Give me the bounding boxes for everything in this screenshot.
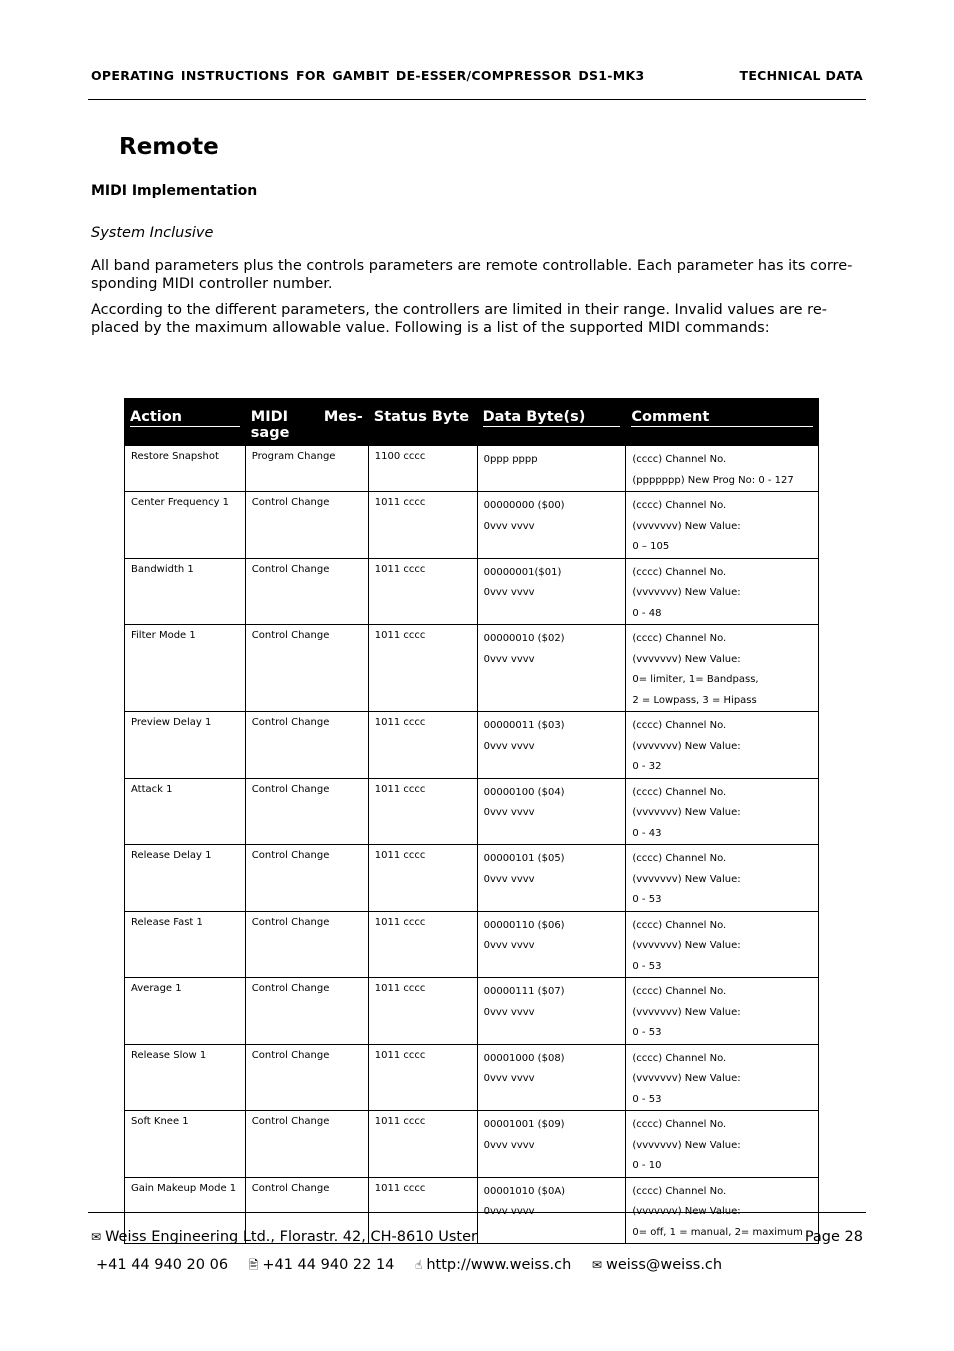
status-cell-text: 1011 cccc — [374, 783, 426, 795]
comment-cell-line: (cccc) Channel No. — [632, 786, 727, 798]
comment-cell-line: 0 - 53 — [632, 960, 662, 972]
message-cell-text: Control Change — [251, 1116, 330, 1127]
comment-cell — [626, 845, 819, 912]
phone-number: +41 44 940 20 06 — [96, 1257, 229, 1273]
data-bytes-cell-line: 0vvv vvvv — [483, 1073, 535, 1084]
table-row — [125, 778, 819, 845]
comment-cell-line: (cccc) Channel No. — [632, 919, 727, 931]
status-cell-text: 1011 cccc — [374, 1116, 426, 1127]
data-bytes-cell-line: 00001010 ($0A) — [483, 1185, 566, 1197]
comment-cell-line: (vvvvvvv) New Value: — [632, 520, 741, 532]
comment-cell — [626, 625, 819, 712]
column-header-data-bytes: Data Byte(s) — [477, 399, 626, 446]
comment-cell-line: (cccc) Channel No. — [632, 633, 727, 644]
action-cell — [125, 845, 246, 912]
status-cell-text: 1011 cccc — [374, 563, 426, 575]
footer-address-text: Weiss Engineering Ltd., Florastr. 42, CH-8610 Uster — [105, 1229, 477, 1245]
data-bytes-cell — [477, 911, 626, 978]
comment-cell-line: 0 - 48 — [632, 607, 662, 619]
comment-cell-line: 0 - 53 — [632, 1027, 662, 1038]
status-cell-text: 1011 cccc — [374, 1182, 426, 1194]
comment-cell — [626, 778, 819, 845]
table-row — [125, 446, 819, 492]
action-cell — [125, 712, 246, 779]
status-cell-text: 1100 cccc — [374, 451, 426, 462]
data-bytes-cell-line: 00000010 ($02) — [483, 633, 565, 644]
comment-cell-line: (vvvvvvv) New Value: — [632, 1206, 741, 1217]
comment-cell-line: (cccc) Channel No. — [632, 454, 727, 465]
message-cell — [245, 1044, 368, 1111]
data-bytes-cell — [477, 446, 626, 492]
comment-cell-line: 2 = Lowpass, 3 = Hipass — [632, 694, 757, 706]
status-cell — [368, 911, 477, 978]
data-bytes-cell-line: 00000101 ($05) — [483, 853, 565, 864]
table-row — [125, 558, 819, 625]
page-title: Remote — [119, 134, 219, 160]
status-cell-text: 1011 cccc — [374, 916, 426, 928]
email-icon: ✉ — [591, 1258, 602, 1272]
comment-cell-line: 0 - 53 — [632, 1093, 662, 1105]
footer-contacts — [96, 1256, 722, 1277]
data-bytes-cell — [477, 1044, 626, 1111]
message-cell — [245, 911, 368, 978]
data-bytes-cell-line: 0vvv vvvv — [483, 1006, 535, 1018]
table-header-row — [125, 399, 819, 446]
data-bytes-cell — [477, 978, 626, 1045]
italic-subheading: System Inclusive — [91, 225, 214, 241]
data-bytes-cell-line: 00000111 ($07) — [483, 986, 565, 997]
message-cell — [245, 625, 368, 712]
comment-cell-line: (vvvvvvv) New Value: — [632, 653, 741, 665]
message-cell — [245, 446, 368, 492]
message-cell — [245, 978, 368, 1045]
data-bytes-cell — [477, 625, 626, 712]
comment-cell — [626, 446, 819, 492]
status-cell — [368, 845, 477, 912]
comment-cell-line: (vvvvvvv) New Value: — [632, 1006, 741, 1018]
status-cell — [368, 978, 477, 1045]
status-cell — [368, 778, 477, 845]
column-header-comment: Comment — [626, 399, 819, 446]
footer-address — [91, 1229, 477, 1245]
comment-cell-line: (vvvvvvv) New Value: — [632, 940, 741, 951]
table-row — [125, 625, 819, 712]
status-cell-text: 1011 cccc — [374, 497, 426, 508]
action-cell — [125, 978, 246, 1045]
message-cell-text: Control Change — [251, 563, 330, 575]
data-bytes-cell-line: 00001001 ($09) — [483, 1119, 565, 1130]
table-row — [125, 845, 819, 912]
action-cell — [125, 446, 246, 492]
data-bytes-cell-line: 0vvv vvvv — [483, 1139, 535, 1151]
header-document-title: OPERATING INSTRUCTIONS FOR GAMBIT DE-ESSER/COMPRESSOR DS1-MK3 — [91, 68, 645, 83]
comment-cell-line: (cccc) Channel No. — [632, 1052, 727, 1064]
comment-cell-line: 0 - 43 — [632, 827, 662, 839]
comment-cell-line: 0 – 105 — [632, 541, 670, 552]
comment-cell-line: (ppppppp) New Prog No: 0 - 127 — [632, 474, 794, 486]
column-header-midi-message: MIDI Mes-sage — [245, 399, 368, 446]
column-header-status-byte: Status Byte — [368, 399, 477, 446]
footer-divider — [88, 1212, 866, 1213]
data-bytes-cell — [477, 558, 626, 625]
paragraph-1: All band parameters plus the controls parameters are remote controllable. Each parameter has its corre-sponding MIDI controller number. — [91, 258, 853, 292]
action-cell-text: Bandwidth 1 — [131, 563, 194, 575]
data-bytes-cell-line: 0vvv vvvv — [483, 740, 535, 752]
comment-cell — [626, 492, 819, 559]
message-cell-text: Program Change — [251, 451, 336, 462]
action-cell-text: Release Delay 1 — [131, 850, 212, 861]
message-cell — [245, 845, 368, 912]
section-subheading: MIDI Implementation — [91, 183, 258, 199]
status-cell — [368, 712, 477, 779]
status-cell-text: 1011 cccc — [374, 1049, 426, 1061]
action-cell-text: Preview Delay 1 — [131, 717, 212, 728]
data-bytes-cell-line: 0vvv vvvv — [483, 873, 535, 885]
status-cell-text: 1011 cccc — [374, 630, 426, 641]
data-bytes-cell-line: 0vvv vvvv — [483, 1206, 535, 1217]
message-cell — [245, 1111, 368, 1178]
comment-cell-line: 0= limiter, 1= Bandpass, — [632, 674, 759, 685]
data-bytes-cell — [477, 845, 626, 912]
action-cell-text: Gain Makeup Mode 1 — [131, 1182, 237, 1194]
comment-cell — [626, 712, 819, 779]
message-cell-text: Control Change — [251, 1182, 330, 1194]
table-row — [125, 911, 819, 978]
action-cell — [125, 558, 246, 625]
comment-cell-line: (cccc) Channel No. — [632, 1119, 727, 1130]
comment-cell-line: (vvvvvvv) New Value: — [632, 1139, 741, 1151]
message-cell — [245, 558, 368, 625]
message-cell — [245, 712, 368, 779]
action-cell — [125, 778, 246, 845]
message-cell-text: Control Change — [251, 983, 330, 994]
data-bytes-cell — [477, 1177, 626, 1244]
action-cell-text: Release Slow 1 — [131, 1049, 207, 1061]
fax-number: +41 44 940 22 14 — [262, 1257, 395, 1273]
data-bytes-cell-line: 0vvv vvvv — [483, 653, 535, 665]
website-link[interactable]: http://www.weiss.ch — [426, 1257, 572, 1273]
status-cell — [368, 1044, 477, 1111]
comment-cell-line: (vvvvvvv) New Value: — [632, 1073, 741, 1084]
table-row — [125, 492, 819, 559]
action-cell-text: Attack 1 — [131, 783, 173, 795]
comment-cell — [626, 558, 819, 625]
comment-cell-line: 0 - 10 — [632, 1160, 662, 1171]
comment-cell — [626, 1044, 819, 1111]
message-cell-text: Control Change — [251, 717, 330, 728]
comment-cell — [626, 1177, 819, 1244]
table-row — [125, 1044, 819, 1111]
status-cell — [368, 492, 477, 559]
comment-cell-line: (vvvvvvv) New Value: — [632, 873, 741, 885]
message-cell — [245, 778, 368, 845]
data-bytes-cell-line: 00000000 ($00) — [483, 500, 565, 511]
action-cell — [125, 1111, 246, 1178]
header-section-title: TECHNICAL DATA — [739, 68, 863, 83]
comment-cell-line: (vvvvvvv) New Value: — [632, 740, 741, 752]
message-cell-text: Control Change — [251, 630, 330, 641]
comment-cell-line: 0 - 32 — [632, 761, 662, 772]
comment-cell — [626, 911, 819, 978]
comment-cell-line: (cccc) Channel No. — [632, 853, 727, 864]
status-cell-text: 1011 cccc — [374, 717, 426, 728]
data-bytes-cell-line: 0vvv vvvv — [483, 940, 535, 951]
comment-cell — [626, 978, 819, 1045]
action-cell-text: Filter Mode 1 — [131, 630, 196, 641]
message-cell — [245, 492, 368, 559]
fax-icon: 🖹 — [248, 1258, 259, 1272]
action-cell — [125, 1044, 246, 1111]
mail-envelope-icon: ✉ — [91, 1230, 102, 1244]
action-cell — [125, 911, 246, 978]
data-bytes-cell-line: 0vvv vvvv — [483, 587, 535, 598]
comment-cell-line: (cccc) Channel No. — [632, 500, 727, 511]
status-cell — [368, 1111, 477, 1178]
comment-cell-line: (vvvvvvv) New Value: — [632, 807, 741, 818]
paragraph-2: According to the different parameters, the controllers are limited in their range. Invalid values are re-placed by the maximum allowable value. Following is a list of the supported MIDI commands: — [91, 302, 827, 336]
header-divider — [88, 99, 866, 100]
data-bytes-cell — [477, 712, 626, 779]
data-bytes-cell — [477, 778, 626, 845]
data-bytes-cell-line: 00000110 ($06) — [483, 919, 565, 931]
message-cell-text: Control Change — [251, 850, 330, 861]
data-bytes-cell-line: 00001000 ($08) — [483, 1052, 565, 1064]
comment-cell-line: (cccc) Channel No. — [632, 986, 727, 997]
status-cell — [368, 558, 477, 625]
data-bytes-cell-line: 0vvv vvvv — [483, 520, 535, 532]
action-cell-text: Restore Snapshot — [131, 451, 219, 462]
data-bytes-cell — [477, 492, 626, 559]
message-cell-text: Control Change — [251, 497, 330, 508]
status-cell — [368, 446, 477, 492]
data-bytes-cell-line: 0ppp pppp — [483, 454, 538, 465]
data-bytes-cell-line: 00000011 ($03) — [483, 720, 565, 731]
action-cell-text: Soft Knee 1 — [131, 1116, 189, 1127]
table-row — [125, 978, 819, 1045]
action-cell-text: Average 1 — [131, 983, 182, 994]
action-cell — [125, 625, 246, 712]
action-cell — [125, 492, 246, 559]
page-number: Page 28 — [804, 1229, 863, 1245]
status-cell-text: 1011 cccc — [374, 983, 426, 994]
comment-cell-line: (cccc) Channel No. — [632, 720, 727, 731]
comment-cell-line: 0= off, 1 = manual, 2= maximum — [632, 1226, 803, 1238]
column-header-action: Action — [125, 399, 246, 446]
comment-cell-line: (cccc) Channel No. — [632, 1185, 727, 1197]
action-cell-text: Release Fast 1 — [131, 916, 203, 928]
status-cell-text: 1011 cccc — [374, 850, 426, 861]
comment-cell-line: 0 - 53 — [632, 894, 662, 905]
message-cell-text: Control Change — [251, 1049, 330, 1061]
action-cell-text: Center Frequency 1 — [131, 497, 230, 508]
comment-cell — [626, 1111, 819, 1178]
data-bytes-cell-line: 00000001($01) — [483, 566, 562, 578]
data-bytes-cell-line: 0vvv vvvv — [483, 807, 535, 818]
data-bytes-cell — [477, 1111, 626, 1178]
email-link[interactable]: weiss@weiss.ch — [605, 1257, 723, 1273]
pointer-hand-icon: ☝ — [415, 1258, 423, 1272]
table-row — [125, 712, 819, 779]
message-cell-text: Control Change — [251, 916, 330, 928]
comment-cell-line: (vvvvvvv) New Value: — [632, 587, 741, 598]
message-cell-text: Control Change — [251, 783, 330, 795]
comment-cell-line: (cccc) Channel No. — [632, 566, 727, 578]
table-row — [125, 1111, 819, 1178]
status-cell — [368, 625, 477, 712]
data-bytes-cell-line: 00000100 ($04) — [483, 786, 565, 798]
midi-commands-table — [124, 398, 819, 1244]
